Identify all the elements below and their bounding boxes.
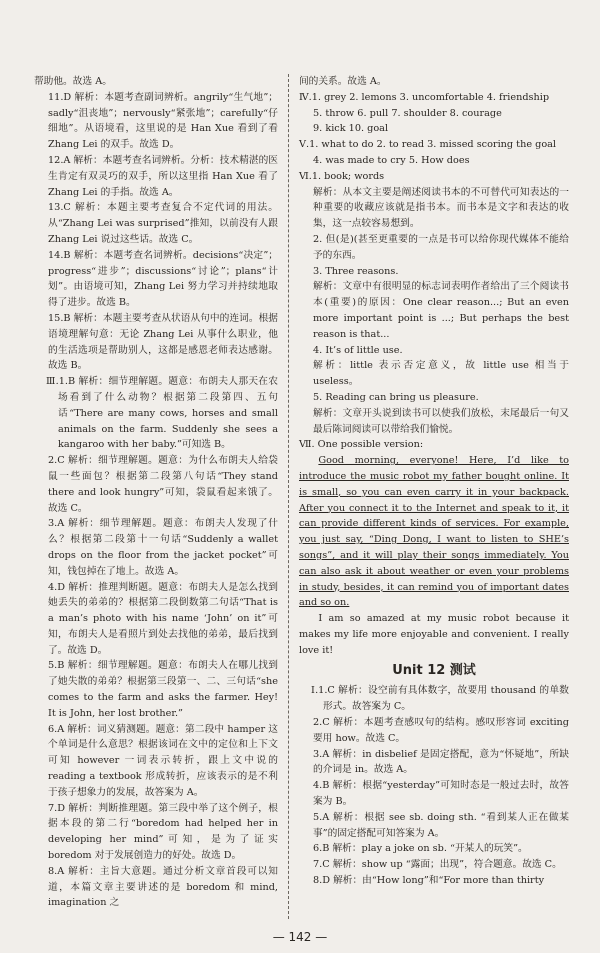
answer-item: 2.C 解析：本题考查感叹句的结构。感叹形容词 exciting 要用 how。故选 C。	[313, 717, 569, 744]
answer-item: Ⅶ. One possible version:	[299, 439, 424, 451]
answer-item: 6.B 解析：play a joke on sb. “开某人的玩笑”。	[313, 843, 528, 855]
sample-essay	[299, 453, 569, 658]
answer-item: Ⅲ.1.B 解析：细节理解题。题意：布朗夫人那天在农场看到了什么动物？根据第二段第四、五句话“There are many cows, horses and small animals on the farm. Suddenly she sees a kangaroo with her baby.”可知选 B。	[46, 376, 278, 451]
answer-item: 间的关系。故选 A。	[299, 76, 387, 87]
right-top-answers	[299, 74, 569, 453]
answer-item: 2.C 解析：细节理解题。题意：为什么布朗夫人给袋鼠一些面包？根据第二段第八句话“They stand there and look hungry”可知，袋鼠看起来饿了。故选 C。	[48, 455, 278, 514]
answer-item: 4. It’s of little use.	[313, 344, 403, 356]
answer-item: 解析：从本文主要是阐述阅读书本的不可替代可知表达的一种重要的收藏应该就是指书本。而书本是文字和表达的收集，这一点较容易想到。	[313, 186, 569, 230]
answer-item: 5. throw 6. pull 7. shoulder 8. courage	[313, 107, 502, 119]
answer-item: 2. 但(是)(甚至更重要的一点是书可以给你现代媒体不能给予的东西。	[313, 233, 569, 261]
column-divider	[288, 74, 289, 919]
answer-item: 4.D 解析：推理判断题。题意：布朗夫人是怎么找到她丢失的弟弟的？根据第二段倒数第二句话“That is a man’s photo with his name ‘John’ on it”可知，布朗夫人是看照片到处去找他的弟弟，最后找到了。故选 D。	[48, 581, 278, 656]
answer-item: 6.A 解析：词义猜测题。题意：第二段中 hamper 这个单词是什么意思？根据该词在文中的定位和上下文可知 however 一词表示转折，跟上文中说的 reading a textbook 形成转折，应该表示的是不利于孩子想象力的发展，故答案为 A。	[48, 723, 278, 798]
answer-item: 4. was made to cry 5. How does	[313, 154, 470, 166]
answer-item: 14.B 解析：本题考查名词辨析。decisions“决定”；progress“进步”；discussions“讨论”；plans“计划”。由语境可知，Zhang Lei 努力学习并持续地取得了进步。故选 B。	[48, 249, 278, 309]
answer-item: 12.A 解析：本题考查名词辨析。分析：技术精湛的医生肯定有双灵巧的双手，所以这里指 Han Xue 看了 Zhang Lei 的手指。故选 A。	[48, 154, 278, 198]
answer-item: 7.D 解析：判断推理题。第三段中举了这个例子，根据本段的第二行“boredom had helped her in developing her mind”可知，是为了证实 boredom 对于发展创造力的好处。故选 D。	[48, 802, 278, 862]
answer-item: 8.A 解析：主旨大意题。通过分析文章首段可以知道，本篇文章主要讲述的是 boredom 和 mind, imagination 之	[48, 865, 278, 909]
answer-item: 5.B 解析：细节理解题。题意：布朗夫人在哪儿找到了她失散的弟弟？根据第三段第一、二、三句话“she comes to the farm and asks the farmer. Hey! It is John, her lost brother.”	[48, 660, 278, 719]
answer-item: 帮助他。故选 A。	[34, 76, 112, 87]
answer-item: 解析：文章中有很明显的标志词表明作者给出了三个阅读书本(重要)的原因：One clear reason...; But an even more important point is ...; But perhaps the best reason is that...	[313, 281, 569, 340]
answer-item: 9. kick 10. goal	[313, 123, 389, 135]
answer-item: Ⅰ.1.C 解析：设空前有具体数字，故要用 thousand 的单数形式。故答案为 C。	[311, 685, 569, 713]
answer-item: 3.A 解析：细节理解题。题意：布朗夫人发现了什么？根据第二段第十一句话“Suddenly a wallet drops on the floor from the jacket pocket”可知，钱包掉在了地上。故选 A。	[48, 518, 278, 577]
answer-item: 3.A 解析：in disbelief 是固定搭配，意为“怀疑地”，所缺的介词是 in。故选 A。	[313, 748, 569, 776]
answer-item: 13.C 解析：本题主要考查复合不定代词的用法。从“Zhang Lei was surprised”推知，以前没有人跟 Zhang Lei 说过这些话。故选 C。	[48, 202, 278, 245]
left-column	[34, 74, 278, 911]
answer-item: 15.B 解析：本题主要考查从状语从句中的连词。根据语境理解句意：无论 Zhang Lei 从事什么职业，他的生活选项是帮助别人，这都是感恩老师表达感谢。故选 B。	[48, 312, 278, 372]
unit-heading: Unit 12 测试	[392, 663, 476, 679]
answer-item: 11.D 解析：本题考查副词辨析。angrily“生气地”；sadly“沮丧地”；nervously“紧张地”；carefully“仔细地”。从语境看，这里说的是 Han Xue 看到了看 Zhang Lei 的双手。故选 D。	[48, 91, 278, 151]
answer-item: 4.B 解析：根据“yesterday”可知时态是一般过去时，故答案为 B。	[313, 780, 569, 808]
right-column	[299, 74, 569, 889]
answer-item: Ⅵ.1. book; words	[299, 170, 385, 182]
page-number: — 142 —	[272, 930, 328, 944]
answer-item: 解析：little 表示否定意义，故 little use 相当于 useless。	[313, 360, 569, 388]
answer-item: Ⅳ.1. grey 2. lemons 3. uncomfortable 4. friendship	[299, 91, 550, 103]
unit12-answers	[299, 683, 569, 888]
answer-item: 5. Reading can bring us pleasure.	[313, 391, 479, 403]
answer-item: 7.C 解析：show up “露面；出现”，符合题意。故选 C。	[313, 859, 562, 871]
answer-item: 5.A 解析：根据 see sb. doing sth. “看到某人正在做某事”的固定搭配可知答案为 A。	[313, 811, 569, 839]
answer-item: Ⅴ.1. what to do 2. to read 3. missed scoring the goal	[299, 139, 557, 151]
answer-item: 3. Three reasons.	[313, 265, 399, 277]
answer-item: 8.D 解析：由“How long”和“For more than thirty	[313, 875, 545, 887]
answer-item: 解析：文章开头说到读书可以使我们放松，末尾最后一句又最后陈词阅读可以带给我们愉悦。	[313, 407, 569, 435]
essay-paragraph-1: Good morning, everyone! Here, I’d like to introduce the music robot my father bought online. It is small, so you can even carry it in your backpack. After you connect it to the Internet and speak to it, it can provide different kinds of services. For example, you just say, “Ding Dong, I want to listen to SHE’s songs”, and it will play their songs immediately. You can also ask it about weather or even your problems in study, besides, it can remind you of important dates and so on.	[299, 455, 569, 609]
essay-paragraph-2: I am so amazed at my music robot because it makes my life more enjoyable and convenient. I really love it!	[299, 613, 569, 656]
